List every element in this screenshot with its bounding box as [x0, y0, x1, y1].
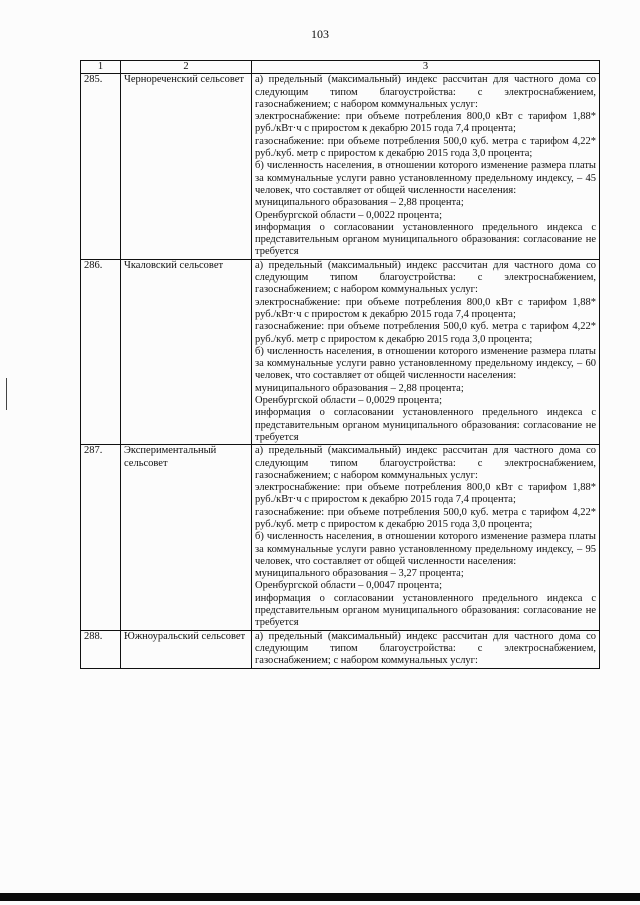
index-basis-text: а) предельный (максимальный) индекс рассчитан для частного дома со следующим типом благоустройства: с электроснабжением, газоснабжением; с набором коммунальных услуг:: [255, 74, 596, 110]
table-row: [81, 259, 600, 444]
settlement-name: Чернореченский сельсовет: [121, 74, 252, 259]
approval-info-text: информация о согласовании установленного предельного индекса с представительным органом муниципального образования: согласование не требуется: [255, 407, 596, 443]
population-text: б) численность населения, в отношении которого изменение размера платы за коммунальные услуги равно установленному предельному индексу, – 60 человек, что составляет от общей численности населения:: [255, 345, 596, 382]
index-basis-text: а) предельный (максимальный) индекс рассчитан для частного дома со следующим типом благоустройства: с электроснабжением, газоснабжением; с набором коммунальных услуг:: [255, 445, 596, 481]
table-row: [81, 445, 600, 630]
electricity-text: электроснабжение: при объеме потребления 800,0 кВт с тарифом 1,88* руб./кВт·ч с приростом к декабрю 2015 года 7,4 процента;: [255, 111, 596, 135]
table-row: [81, 74, 600, 259]
index-basis-text: а) предельный (максимальный) индекс рассчитан для частного дома со следующим типом благоустройства: с электроснабжением, газоснабжением; с набором коммунальных услуг:: [255, 630, 596, 667]
row-description: [252, 630, 600, 668]
settlement-name: Южноуральский сельсовет: [121, 630, 252, 668]
region-share-text: Оренбургской области – 0,0047 процента;: [255, 580, 442, 592]
population-text: б) численность населения, в отношении которого изменение размера платы за коммунальные услуги равно установленному предельному индексу, – 45 человек, что составляет от общей численности населения:: [255, 160, 596, 196]
row-number: 288.: [81, 630, 121, 668]
gas-text: газоснабжение: при объеме потребления 500,0 куб. метра с тарифом 4,22* руб./куб. метр с приростом к декабрю 2015 года 3,0 процента;: [255, 321, 596, 345]
column-header-3: 3: [252, 61, 600, 74]
column-header-1: 1: [81, 61, 121, 74]
settlement-name: Чкаловский сельсовет: [121, 259, 252, 444]
page-number: 103: [311, 27, 329, 41]
row-description: [252, 445, 600, 630]
municipal-share-text: муниципального образования – 2,88 процента;: [255, 197, 464, 209]
row-number: 287.: [81, 445, 121, 630]
approval-info-text: информация о согласовании установленного предельного индекса с представительным органом муниципального образования: согласование не требуется: [255, 221, 596, 258]
row-number: 285.: [81, 74, 121, 259]
settlement-name: Экспериментальный сельсовет: [121, 445, 252, 630]
approval-info-text: информация о согласовании установленного предельного индекса с представительным органом муниципального образования: согласование не требуется: [255, 592, 596, 629]
table-header-row: [81, 61, 600, 74]
row-description: [252, 259, 600, 444]
population-text: б) численность населения, в отношении которого изменение размера платы за коммунальные услуги равно установленному предельному индексу, – 95 человек, что составляет от общей численности населения:: [255, 531, 596, 567]
scan-margin-mark: [6, 378, 7, 410]
region-share-text: Оренбургской области – 0,0022 процента;: [255, 209, 442, 221]
gas-text: газоснабжение: при объеме потребления 500,0 куб. метра с тарифом 4,22* руб./куб. метр с приростом к декабрю 2015 года 3,0 процента;: [255, 506, 596, 530]
electricity-text: электроснабжение: при объеме потребления 800,0 кВт с тарифом 1,88* руб./кВт·ч с приростом к декабрю 2015 года 7,4 процента;: [255, 296, 596, 320]
region-share-text: Оренбургской области – 0,0029 процента;: [255, 395, 442, 407]
table-row: [81, 630, 600, 668]
row-number: 286.: [81, 259, 121, 444]
municipal-share-text: муниципального образования – 3,27 процента;: [255, 568, 464, 580]
municipal-share-text: муниципального образования – 2,88 процента;: [255, 382, 464, 394]
data-table: [80, 60, 600, 669]
index-basis-text: а) предельный (максимальный) индекс рассчитан для частного дома со следующим типом благоустройства: с электроснабжением, газоснабжением; с набором коммунальных услуг:: [255, 259, 596, 296]
column-header-2: 2: [121, 61, 252, 74]
electricity-text: электроснабжение: при объеме потребления 800,0 кВт с тарифом 1,88* руб./кВт·ч с приростом к декабрю 2015 года 7,4 процента;: [255, 482, 596, 506]
row-description: [252, 74, 600, 259]
scan-bottom-bar: [0, 893, 640, 901]
gas-text: газоснабжение: при объеме потребления 500,0 куб. метра с тарифом 4,22* руб./куб. метр с приростом к декабрю 2015 года 3,0 процента;: [255, 135, 596, 160]
